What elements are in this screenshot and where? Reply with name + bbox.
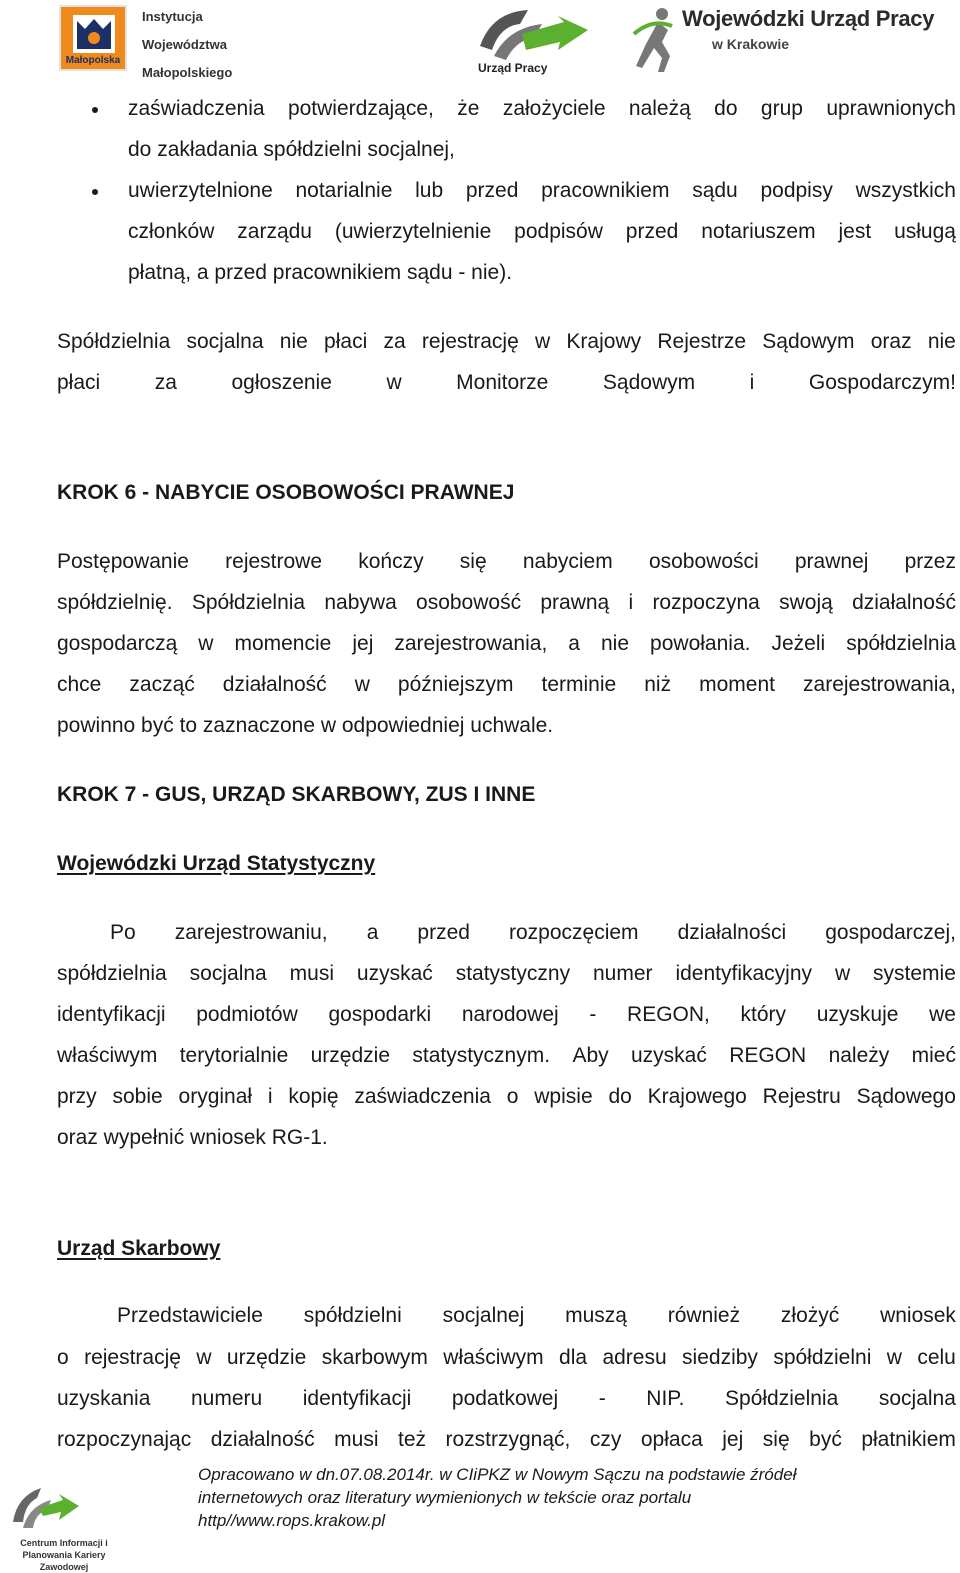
urzad-pracy-label: Urząd Pracy	[478, 61, 548, 75]
word: późniejszym	[397, 673, 514, 696]
word: momencie	[234, 632, 332, 655]
step-7-heading: KROK 7 - GUS, URZĄD SKARBOWY, ZUS I INNE	[57, 783, 536, 806]
word: płaci	[324, 330, 368, 353]
word: Monitorze	[456, 371, 549, 394]
word: -	[589, 1003, 597, 1026]
institution-name	[142, 3, 232, 87]
word: działalność	[210, 1428, 315, 1451]
word: spółdzielni	[303, 1304, 402, 1327]
institution-line-1: Instytucja	[142, 9, 203, 24]
word: podmiotów	[196, 1003, 298, 1026]
word: opłaca	[640, 1428, 703, 1451]
word: (uwierzytelnienie	[334, 220, 492, 243]
word: w	[196, 1346, 212, 1369]
word: Jeżeli	[771, 632, 826, 655]
word: zarejestrowaniu,	[174, 921, 328, 944]
word: do	[608, 1085, 632, 1108]
word: jest	[838, 220, 872, 243]
word: muszą	[565, 1304, 627, 1327]
word: gospodarczej,	[825, 921, 956, 944]
word: socjalna	[878, 1387, 956, 1410]
word: Aby	[572, 1044, 609, 1067]
step-6-line-2	[57, 591, 956, 615]
word: w	[886, 1346, 902, 1369]
word: podpisy	[760, 179, 833, 202]
word: a	[366, 921, 379, 944]
word: -	[598, 1387, 606, 1410]
gus-line-1	[110, 921, 956, 945]
word: NIP.	[646, 1387, 685, 1410]
word: za	[154, 371, 177, 394]
word: rozstrzygnąć,	[445, 1428, 571, 1451]
gus-subheading: Wojewódzki Urząd Statystyczny	[57, 852, 376, 875]
word: grup	[760, 97, 803, 120]
word: mieć	[911, 1044, 956, 1067]
word: zaświadczenia	[354, 1085, 491, 1108]
word: zacząć	[129, 673, 195, 696]
word: przez	[904, 550, 956, 573]
word: działalność	[852, 591, 956, 614]
institution-line-3: Małopolskiego	[142, 65, 233, 80]
word: płatnikiem	[861, 1428, 956, 1451]
word: niż	[644, 673, 672, 696]
word: statystycznym.	[412, 1044, 551, 1067]
bullet-2-line-1	[128, 179, 956, 203]
word: lub	[415, 179, 444, 202]
word: REGON,	[627, 1003, 710, 1026]
word: usługą	[894, 220, 956, 243]
word: nie	[927, 330, 956, 353]
word: zarządu	[237, 220, 312, 243]
word: Spółdzielnia	[725, 1387, 839, 1410]
word: socjalna	[189, 962, 267, 985]
word: narodowej	[461, 1003, 559, 1026]
word: kopię	[288, 1085, 339, 1108]
word: uzyskania	[57, 1387, 151, 1410]
word: czy	[589, 1428, 622, 1451]
word: podatkowej	[451, 1387, 559, 1410]
us-line-1	[117, 1304, 956, 1328]
word: nie	[279, 330, 308, 353]
word: Sądowego	[856, 1085, 956, 1108]
word: płaci	[57, 371, 101, 394]
word: jej	[722, 1428, 744, 1451]
word: w	[386, 371, 402, 394]
word: uzyskać	[356, 962, 433, 985]
bullet-icon	[92, 189, 98, 195]
word: numer	[593, 962, 653, 985]
word: statystyczny	[455, 962, 571, 985]
word: sobie	[112, 1085, 163, 1108]
word: potwierdzające,	[287, 97, 434, 120]
registration-note-line-1	[57, 330, 956, 354]
word: Sądowym	[762, 330, 855, 353]
word: Postępowanie	[57, 550, 189, 573]
word: przed	[417, 921, 470, 944]
word: rozpoczęciem	[509, 921, 639, 944]
word: rozpoczynając	[57, 1428, 192, 1451]
step-6-line-5: powinno być to zaznaczone w odpowiedniej uchwale.	[57, 714, 554, 737]
word: i	[749, 371, 755, 394]
word: spółdzielnia	[57, 962, 167, 985]
bullet-2-line-3: płatną, a przed pracownikiem sądu - nie).	[128, 261, 513, 284]
page-header	[0, 0, 960, 84]
word: terminie	[541, 673, 617, 696]
word: nabywa	[324, 591, 397, 614]
malopolska-mark-icon	[71, 13, 117, 55]
word: oryginał	[178, 1085, 253, 1108]
footer-line-1: Opracowano w dn.07.08.2014r. w CIiPKZ w Nowym Sączu na podstawie źródeł	[198, 1465, 797, 1484]
gus-line-4	[57, 1044, 956, 1068]
word: spółdzielni	[773, 1346, 872, 1369]
word: o	[57, 1346, 69, 1369]
word: rejestrację	[421, 330, 519, 353]
word: siedziby	[682, 1346, 758, 1369]
word: terytorialnie	[179, 1044, 289, 1067]
word: należy	[828, 1044, 890, 1067]
word: właściwym	[443, 1346, 544, 1369]
word: nie	[601, 632, 630, 655]
word: kończy	[358, 550, 424, 573]
us-line-4	[57, 1428, 956, 1452]
word: podpisów	[514, 220, 603, 243]
word: Krajowy	[566, 330, 642, 353]
gus-line-3	[57, 1003, 956, 1027]
gus-line-2	[57, 962, 956, 986]
word: przed	[625, 220, 679, 243]
word: za	[383, 330, 406, 353]
word: pracownikiem	[541, 179, 670, 202]
word: członków	[128, 220, 215, 243]
word: Spółdzielnia	[57, 330, 171, 353]
institution-line-2: Województwa	[142, 37, 227, 52]
bullet-2-line-2	[128, 220, 956, 244]
word: uprawnionych	[826, 97, 956, 120]
word: socjalna	[186, 330, 264, 353]
wup-figure-icon	[628, 4, 678, 74]
word: działalność	[222, 673, 327, 696]
word: również	[667, 1304, 741, 1327]
word: zarejestrowania,	[394, 632, 548, 655]
word: być	[809, 1428, 842, 1451]
malopolska-logo	[59, 5, 127, 71]
word: uwierzytelnione	[128, 179, 273, 202]
word: adresu	[602, 1346, 667, 1369]
word: wniosek	[880, 1304, 956, 1327]
word: moment	[699, 673, 775, 696]
word: Rejestrze	[657, 330, 747, 353]
word: Sądowym	[602, 371, 696, 394]
word: i	[267, 1085, 273, 1108]
word: gospodarki	[328, 1003, 432, 1026]
us-line-2	[57, 1346, 956, 1370]
word: spółdzielnię.	[57, 591, 173, 614]
word: oraz	[870, 330, 912, 353]
word: właściwym	[57, 1044, 158, 1067]
wup-title: Wojewódzki Urząd Pracy	[682, 6, 935, 31]
word: prawną	[540, 591, 610, 614]
word: że	[457, 97, 480, 120]
word: który	[740, 1003, 787, 1026]
footer-line-2: internetowych oraz literatury wymienionych w tekście oraz portalu	[198, 1488, 692, 1507]
us-line-3	[57, 1387, 956, 1411]
footer-line-3: http//www.rops.krakow.pl	[198, 1511, 386, 1530]
us-subheading: Urząd Skarbowy	[57, 1237, 221, 1260]
word: identyfikacji	[302, 1387, 412, 1410]
word: prawnej	[794, 550, 869, 573]
word: się	[762, 1428, 790, 1451]
word: REGON	[729, 1044, 807, 1067]
word: identyfikacyjny	[675, 962, 813, 985]
word: notariuszem	[701, 220, 816, 243]
word: zarejestrowania,	[803, 673, 956, 696]
wup-subtitle: w Krakowie	[712, 36, 790, 52]
word: przed	[465, 179, 519, 202]
word: w	[354, 673, 370, 696]
word: i	[628, 591, 634, 614]
step-6-line-1	[57, 550, 956, 574]
word: złożyć	[780, 1304, 840, 1327]
word: Spółdzielnia	[191, 591, 306, 614]
word: skarbowym	[321, 1346, 428, 1369]
word: uzyskać	[630, 1044, 707, 1067]
word: Przedstawiciele	[117, 1304, 263, 1327]
word: jej	[352, 632, 374, 655]
word: zaświadczenia	[128, 97, 265, 120]
bullet-1-line-1	[128, 97, 956, 121]
word: numeru	[190, 1387, 263, 1410]
word: Krajowego	[647, 1085, 747, 1108]
word: gospodarczą	[57, 632, 178, 655]
word: powołania.	[650, 632, 751, 655]
word: identyfikacji	[57, 1003, 166, 1026]
word: notarialnie	[295, 179, 393, 202]
word: też	[397, 1428, 426, 1451]
word: swoją	[779, 591, 833, 614]
word: się	[459, 550, 487, 573]
word: w	[198, 632, 214, 655]
word: celu	[917, 1346, 956, 1369]
gus-line-6: oraz wypełnić wniosek RG-1.	[57, 1126, 328, 1149]
step-6-line-3	[57, 632, 956, 656]
word: dla	[559, 1346, 588, 1369]
word: osobowości	[648, 550, 759, 573]
gus-line-5	[57, 1085, 956, 1109]
ciipkz-label: Centrum Informacji i Planowania Kariery Zawodowej	[20, 1538, 108, 1572]
bullet-1-line-2: do zakładania spółdzielni socjalnej,	[128, 138, 455, 161]
word: o	[506, 1085, 519, 1108]
word: przy	[57, 1085, 97, 1108]
word: we	[929, 1003, 956, 1026]
step-6-line-4	[57, 673, 956, 697]
word: rejestrowe	[225, 550, 323, 573]
word: rozpoczyna	[652, 591, 760, 614]
word: sądu	[692, 179, 738, 202]
bullet-icon	[92, 107, 98, 113]
word: ogłoszenie	[231, 371, 332, 394]
word: działalności	[677, 921, 787, 944]
malopolska-label: Małopolska	[65, 55, 121, 66]
word: chce	[57, 673, 102, 696]
word: wszystkich	[855, 179, 956, 202]
word: urzędzie	[310, 1044, 391, 1067]
word: osobowość	[416, 591, 522, 614]
word: socjalnej	[442, 1304, 525, 1327]
word: Gospodarczym!	[808, 371, 956, 394]
word: założyciele	[502, 97, 606, 120]
word: rejestrację	[84, 1346, 181, 1369]
word: musi	[334, 1428, 379, 1451]
word: w	[535, 330, 551, 353]
word: do	[714, 97, 738, 120]
word: uzyskuje	[816, 1003, 899, 1026]
word: urzędzie	[226, 1346, 307, 1369]
word: Po	[110, 921, 136, 944]
registration-note-line-2	[57, 371, 956, 395]
word: systemie	[873, 962, 956, 985]
word: w	[834, 962, 851, 985]
word: nabyciem	[522, 550, 613, 573]
word: należą	[628, 97, 691, 120]
word: spółdzielnia	[846, 632, 956, 655]
word: Rejestru	[762, 1085, 841, 1108]
word: musi	[289, 962, 334, 985]
word: a	[568, 632, 580, 655]
step-6-heading: KROK 6 - NABYCIE OSOBOWOŚCI PRAWNEJ	[57, 481, 515, 504]
word: wpisie	[534, 1085, 593, 1108]
